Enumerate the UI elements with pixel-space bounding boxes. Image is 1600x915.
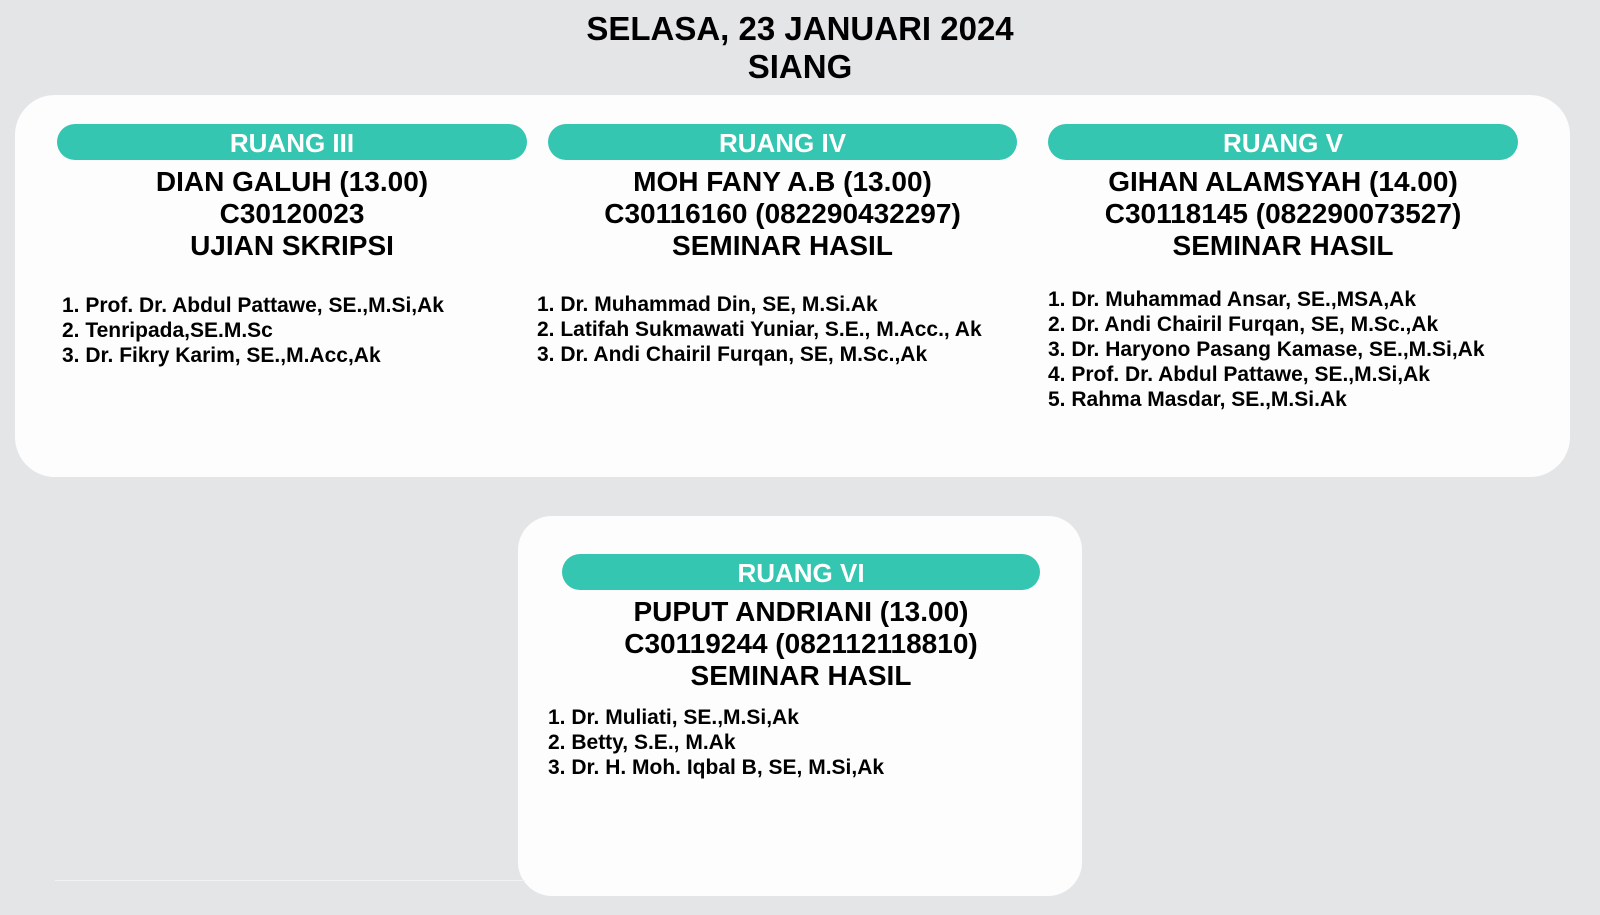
exam-type: SEMINAR HASIL (1172, 230, 1394, 261)
examiner-item: 1. Dr. Muhammad Ansar, SE.,MSA,Ak (1048, 288, 1416, 311)
schedule-session: SIANG (747, 48, 853, 85)
examiner-item: 1. Prof. Dr. Abdul Pattawe, SE.,M.Si,Ak (62, 294, 444, 317)
examiner-list (548, 705, 1040, 780)
examiner-item: 1. Dr. Muhammad Din, SE, M.Si.Ak (537, 293, 878, 316)
examiner-list (537, 292, 1017, 367)
exam-type: SEMINAR HASIL (672, 230, 893, 261)
student-name: MOH FANY A.B (13.00) (633, 166, 932, 197)
room-info (548, 166, 1017, 262)
examiner-item: 2. Betty, S.E., M.Ak (548, 731, 736, 754)
student-id: C30118145 (082290073527) (1104, 198, 1462, 229)
examiner-item: 3. Dr. Haryono Pasang Kamase, SE.,M.Si,Ak (1048, 338, 1485, 361)
examiner-item: 1. Dr. Muliati, SE.,M.Si,Ak (548, 706, 799, 729)
examiner-list (62, 293, 527, 368)
room-info (1048, 166, 1518, 262)
room-card-ruang-iii (57, 124, 527, 368)
examiner-item: 4. Prof. Dr. Abdul Pattawe, SE.,M.Si,Ak (1048, 363, 1430, 386)
room-card-ruang-iv (537, 124, 1017, 367)
divider (55, 880, 525, 881)
student-id: C30120023 (219, 198, 365, 229)
room-card-ruang-v (1048, 124, 1518, 412)
room-card-ruang-vi (548, 554, 1040, 780)
room-info (57, 166, 527, 262)
examiner-item: 5. Rahma Masdar, SE.,M.Si.Ak (1048, 388, 1347, 411)
examiner-item: 3. Dr. H. Moh. Iqbal B, SE, M.Si,Ak (548, 756, 885, 779)
schedule-header (0, 10, 1600, 86)
room-badge: RUANG VI (562, 554, 1040, 590)
room-info (562, 596, 1040, 692)
examiner-item: 3. Dr. Andi Chairil Furqan, SE, M.Sc.,Ak (537, 343, 928, 366)
room-badge: RUANG IV (548, 124, 1017, 160)
exam-type: SEMINAR HASIL (690, 660, 912, 691)
student-name: DIAN GALUH (13.00) (155, 166, 429, 197)
student-name: PUPUT ANDRIANI (13.00) (633, 596, 969, 627)
examiner-item: 2. Dr. Andi Chairil Furqan, SE, M.Sc.,Ak (1048, 313, 1439, 336)
room-badge: RUANG III (57, 124, 527, 160)
student-name: GIHAN ALAMSYAH (14.00) (1108, 166, 1458, 197)
examiner-item: 2. Latifah Sukmawati Yuniar, S.E., M.Acc., Ak (537, 318, 982, 341)
examiner-item: 3. Dr. Fikry Karim, SE.,M.Acc,Ak (62, 344, 381, 367)
room-badge: RUANG V (1048, 124, 1518, 160)
schedule-date: SELASA, 23 JANUARI 2024 (586, 10, 1014, 47)
student-id: C30119244 (082112118810) (624, 628, 978, 659)
student-id: C30116160 (082290432297) (604, 198, 961, 229)
examiner-item: 2. Tenripada,SE.M.Sc (62, 319, 273, 342)
examiner-list (1048, 287, 1518, 412)
exam-type: UJIAN SKRIPSI (190, 230, 394, 261)
